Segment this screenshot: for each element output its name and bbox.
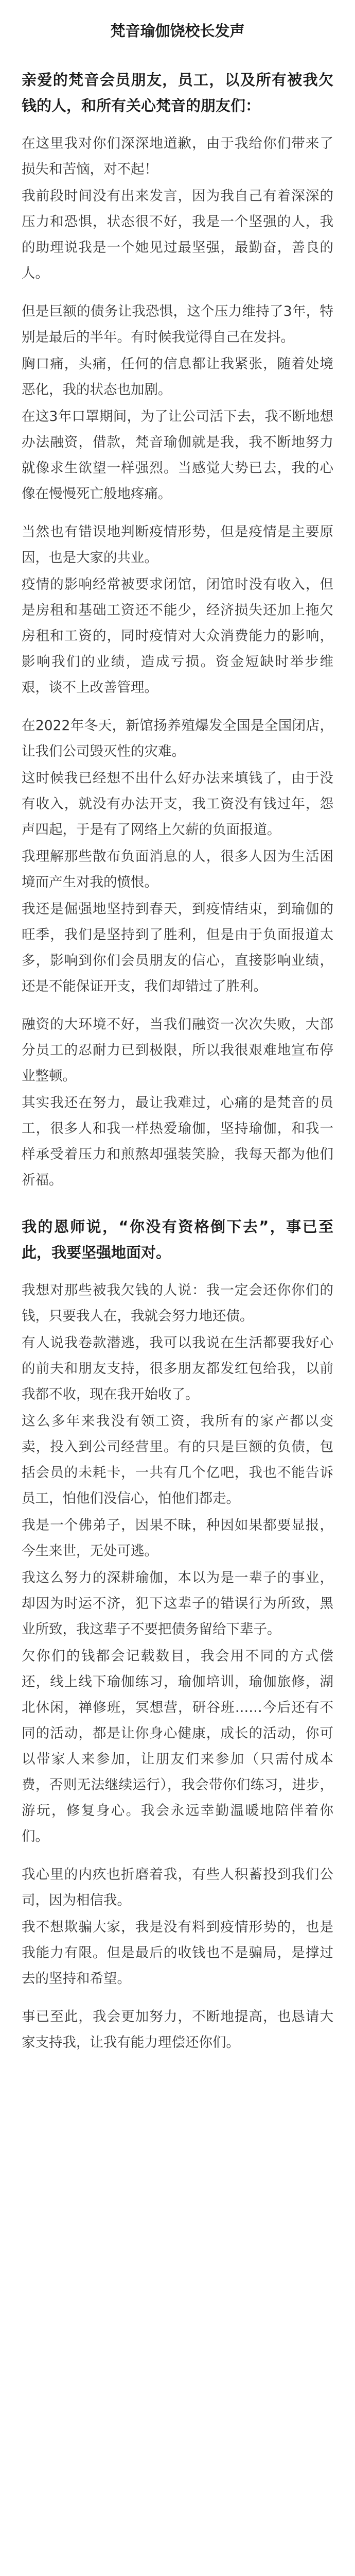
paragraph: 我是一个佛弟子，因果不昧，种因如果都要显报，今生来世，无处可逃。: [22, 1517, 333, 1559]
page-title: 梵音瑜伽饶校长发声: [110, 22, 245, 40]
paragraph: 有人说我卷款潜逃，我可以我说在生活都要我好心的前夫和朋友支持，很多朋友都发红包给我，以前我都不收，现在我开始收了。: [22, 1335, 333, 1402]
paragraph: 在这里我对你们深深地道歉，由于我给你们带来了损失和苦恼，对不起！: [22, 135, 333, 177]
paragraph: 胸口痛，头痛，任何的信息都让我紧张，随着处境恶化，我的状态也加剧。: [22, 356, 333, 398]
paragraph: 事已至此，我会更加努力，不断地提高，也恳请大家支持我，让我有能力理偿还你们。: [22, 2009, 333, 2050]
paragraph: 在2022年冬天，新馆扬养殖爆发全国是全国闭店，让我们公司毁灭性的灾难。: [22, 718, 333, 759]
paragraph: 我心里的内疚也折磨着我，有些人积蓄投到我们公司，因为相信我。: [22, 1867, 333, 1908]
paragraph: 融资的大环境不好，当我们融资一次次失败，大部分员工的忍耐力已到极限，所以我很艰难地宣布停业整顿。: [22, 1016, 333, 1084]
greeting: 亲爱的梵音会员朋友，员工，以及所有被我欠钱的人，和所有关心梵音的朋友们：: [22, 71, 333, 114]
paragraph: 欠你们的钱都会记载数目，我会用不同的方式偿还，线上线下瑜伽练习，瑜伽培训，瑜伽旅修，湖北休闲，禅修班，冥想营，研谷班……今后还有不同的活动，都是让你身心健康，成长的活动，你可以带家人来参加，让朋友们来参加（只需付成本费，否则无法继续运行），我会带你们练习，进步，游玩，修复身心。我会永远幸勤温暖地陪伴着你们。: [22, 1648, 333, 1844]
paragraph: 我前段时间没有出来发言，因为我自己有着深深的压力和恐惧，状态很不好，我是一个坚强的人，我的助理说我是一个她见过最坚强，最勤奋，善良的人。: [22, 188, 333, 281]
paragraph: 但是巨额的债务让我恐惧，这个压力维持了3年，特别是最后的半年。有时候我觉得自己在发抖。: [22, 303, 333, 345]
paragraph: 我理解那些散布负面消息的人，很多人因为生活困境而产生对我的愤恨。: [22, 849, 333, 890]
paragraph: 我想对那些被我欠钱的人说：我一定会还你你们的钱，只要我人在，我就会努力地还债。: [22, 1282, 333, 1324]
paragraph: 其实我还在努力，最让我难过，心痛的是梵音的员工，很多人和我一样热爱瑜伽，坚持瑜伽，和我一样承受着压力和煎熬却强装笑脸，我每天都为他们祈福。: [22, 1095, 333, 1188]
quote-heading: 我的恩师说，“你没有资格倒下去”，事已至此，我要坚强地面对。: [22, 1218, 333, 1261]
paragraph: 疫情的影响经常被要求闭馆，闭馆时没有收入，但是房租和基础工资还不能少，经济损失还加上拖欠房租和工资的，同时疫情对大众消费能力的影响，影响我们的业绩，造成亏损。资金短缺时举步维艰，谈不上改善管理。: [22, 577, 333, 696]
paragraph: 在这3年口罩期间，为了让公司活下去，我不断地想办法融资，借款，梵音瑜伽就是我，我不断地努力就像求生欲望一样强烈。当感觉大势已去，我的心像在慢慢死亡般地疼痛。: [22, 409, 333, 502]
paragraph: 我还是倔强地坚持到春天，到疫情结束，到瑜伽的旺季，我们是坚持到了胜利，但是由于负面报道太多，影响到你们会员朋友的信心，直接影响业绩，还是不能保证开支，我们却错过了胜利。: [22, 901, 333, 994]
paragraph: 这时候我已经想不出什么好办法来填钱了，由于没有收入，就没有办法开支，我工资没有钱过年，怨声四起，于是有了网络上欠薪的负面报道。: [22, 770, 333, 838]
paragraph: 我这么努力的深耕瑜伽，本以为是一辈子的事业，却因为时运不济，犯下这辈子的错误行为所致，黑业所致，我这辈子不要把债务留给下辈子。: [22, 1570, 333, 1637]
paragraph: 当然也有错误地判断疫情形势，但是疫情是主要原因，也是大家的共业。: [22, 524, 333, 566]
paragraph: 我不想欺骗大家，我是没有料到疫情形势的，也是我能力有限。但是最后的收钱也不是骗局，是撑过去的坚持和希望。: [22, 1919, 333, 1987]
paragraph: 这么多年来我没有领工资，我所有的家产都以变卖，投入到公司经营里。有的只是巨额的负债，包括会员的未耗卡，一共有几个亿吧，我也不能告诉员工，怕他们没信心，怕他们都走。: [22, 1413, 333, 1506]
